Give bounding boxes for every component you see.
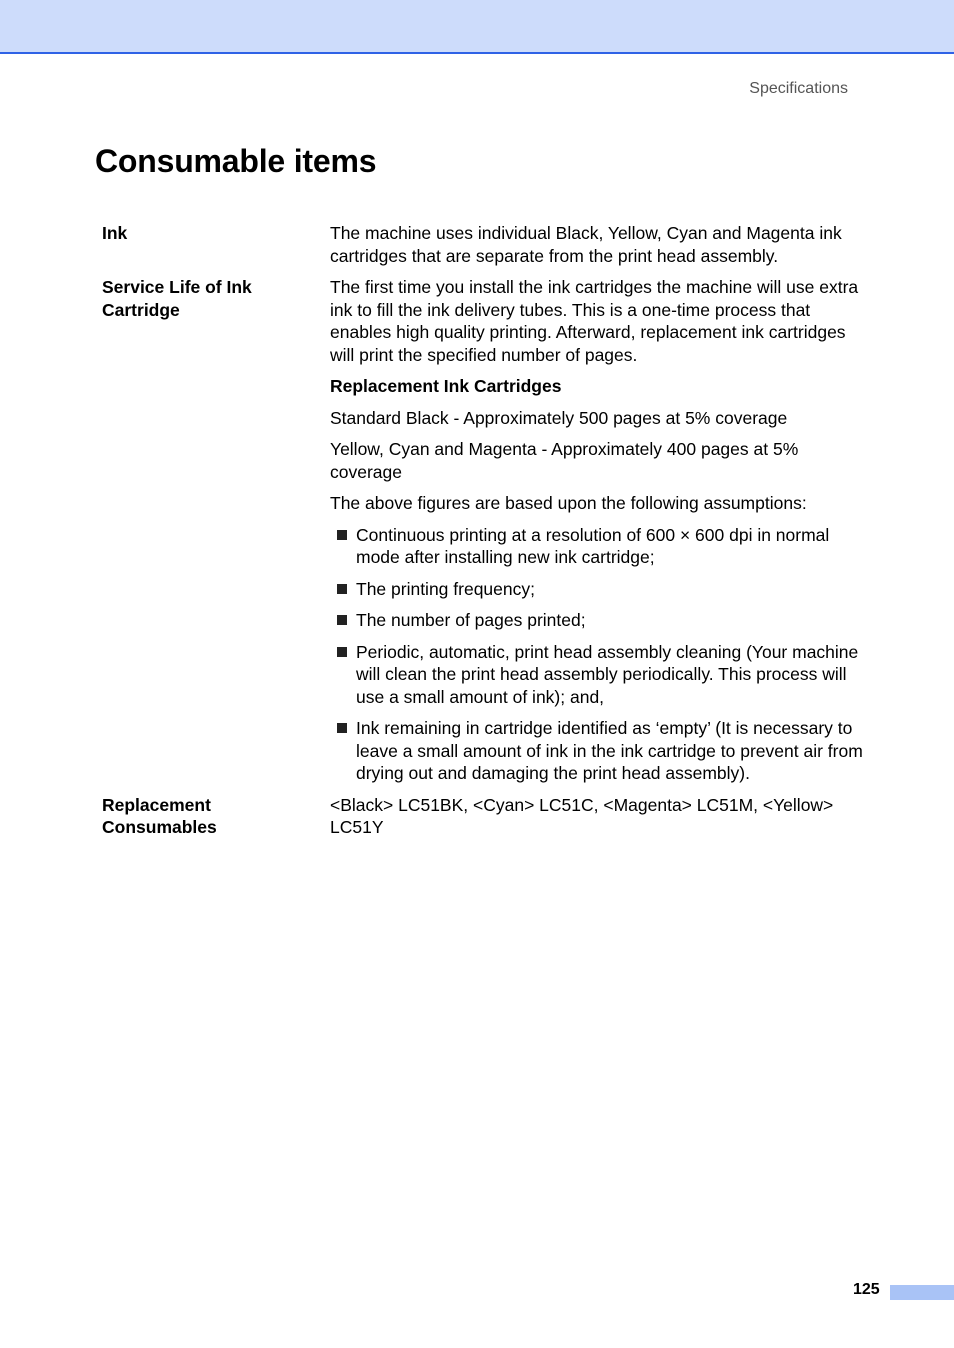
color-yield: Yellow, Cyan and Magenta - Approximately 400 pages at 5% coverage xyxy=(330,439,799,482)
list-item: Ink remaining in cartridge identified as ‘empty’ (It is necessary to leave a small amount of ink in the ink cartridge to prevent air from drying out and damaging the print head assembly). xyxy=(330,717,874,785)
service-life-intro: The first time you install the ink cartridges the machine will use extra ink to fill the ink delivery tubes. This is a one-time process that enables high quality printing. Afterward, replacement ink cartridges will print the specified number of pages. xyxy=(330,277,859,365)
spec-value-replacement: <Black> LC51BK, <Cyan> LC51C, <Magenta> LC51M, <Yellow> LC51Y xyxy=(330,794,834,837)
spec-value-service-life xyxy=(330,276,874,794)
square-bullet-icon xyxy=(337,615,347,625)
replacement-cartridges-heading: Replacement Ink Cartridges xyxy=(330,376,562,396)
assumptions-intro: The above figures are based upon the following assumptions: xyxy=(330,493,807,513)
page-tab xyxy=(890,1285,954,1300)
page-number: 125 xyxy=(853,1281,880,1298)
page-title: Consumable items xyxy=(95,143,377,179)
list-item: The printing frequency; xyxy=(330,578,874,601)
black-yield: Standard Black - Approximately 500 pages at 5% coverage xyxy=(330,407,788,428)
square-bullet-icon xyxy=(337,530,347,540)
spec-value-ink: The machine uses individual Black, Yellow, Cyan and Magenta ink cartridges that are separate from the print head assembly. xyxy=(330,223,842,266)
spec-label-service-life: Service Life of Ink Cartridge xyxy=(102,277,252,320)
spec-row-service-life xyxy=(102,276,874,794)
spec-label-ink: Ink xyxy=(102,223,128,243)
list-item: The number of pages printed; xyxy=(330,609,874,632)
square-bullet-icon xyxy=(337,584,347,594)
header-band xyxy=(0,0,954,54)
spec-row-ink xyxy=(102,222,874,267)
square-bullet-icon xyxy=(337,723,347,733)
list-item: Continuous printing at a resolution of 600 × 600 dpi in normal mode after installing new ink cartridge; xyxy=(330,524,874,569)
spec-label-replacement: Replacement Consumables xyxy=(102,794,217,837)
section-name: Specifications xyxy=(749,80,848,97)
list-item: Periodic, automatic, print head assembly cleaning (Your machine will clean the print head assembly periodically. This process will use a small amount of ink); and, xyxy=(330,641,874,709)
spec-table xyxy=(102,222,874,839)
spec-row-replacement xyxy=(102,794,874,839)
assumptions-list xyxy=(330,524,874,785)
square-bullet-icon xyxy=(337,647,347,657)
